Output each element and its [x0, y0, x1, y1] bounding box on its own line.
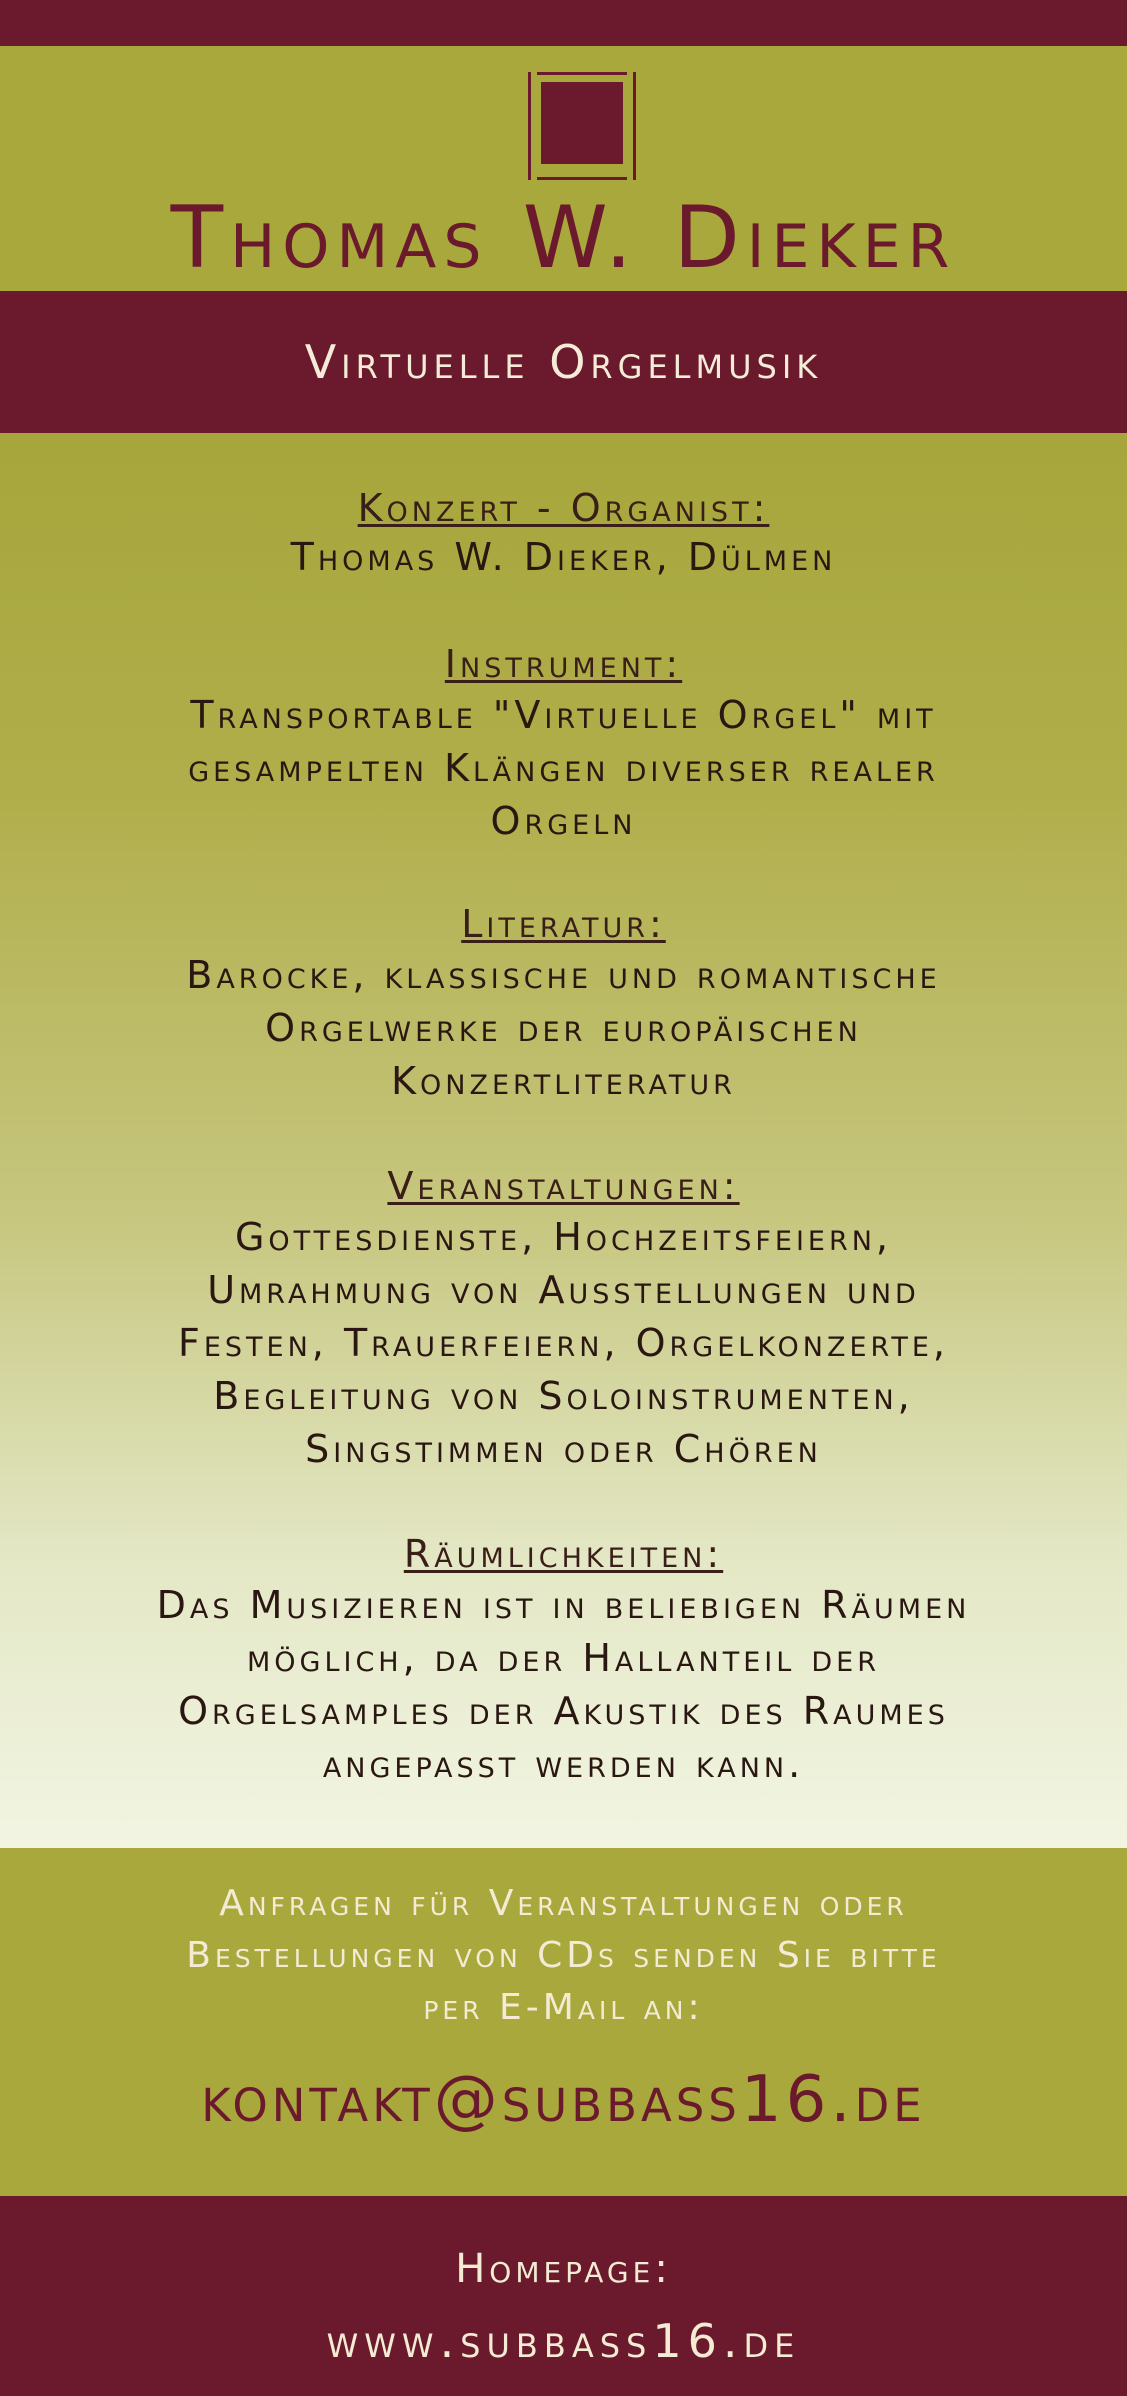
section-body-literatur — [40, 949, 1087, 1108]
logo-square-fill — [541, 82, 623, 164]
contact-band — [0, 1848, 1127, 2196]
body-line: gesampelten Klängen diverser realer — [188, 746, 939, 790]
top-strip — [0, 0, 1127, 46]
section-body-veranstaltungen — [40, 1211, 1087, 1476]
footer — [0, 2196, 1127, 2396]
homepage-label: Homepage: — [455, 2246, 672, 2292]
section-heading-raeumlichkeiten: Räumlichkeiten: — [403, 1532, 724, 1576]
body-line: Gottesdienste, Hochzeitsfeiern, — [234, 1215, 893, 1259]
header — [0, 46, 1127, 291]
email-address[interactable]: kontakt@subbass16.de — [201, 2063, 926, 2137]
section-heading-literatur: Literatur: — [461, 902, 666, 946]
body-line: Umrahmung von Ausstellungen und — [207, 1268, 920, 1312]
body-line: Singstimmen oder Chören — [305, 1427, 822, 1471]
contact-line: Bestellungen von CDs senden Sie bitte — [186, 1935, 941, 1976]
page-title: Thomas W. Dieker — [170, 188, 957, 288]
subtitle: Virtuelle Orgelmusik — [304, 335, 823, 389]
contact-line: Anfragen für Veranstaltungen oder — [219, 1883, 908, 1924]
logo-square-icon — [528, 72, 636, 180]
contact-line: per E-Mail an: — [423, 1987, 704, 2028]
body-line: Transportable "Virtuelle Orgel" mit — [190, 693, 937, 737]
body-line: Orgeln — [490, 799, 637, 843]
contact-text — [40, 1878, 1087, 2034]
section-body-organist — [40, 531, 1087, 584]
body-line: Barocke, klassische und romantische — [186, 953, 941, 997]
body-line: Festen, Trauerfeiern, Orgelkonzerte, — [178, 1321, 949, 1365]
body-line: Das Musizieren ist in beliebigen Räumen — [156, 1583, 971, 1627]
section-heading-instrument: Instrument: — [444, 642, 683, 686]
content-area — [0, 433, 1127, 1848]
body-line: angepasst werden kann. — [322, 1742, 805, 1786]
section-body-raeumlichkeiten — [40, 1579, 1087, 1791]
homepage-url[interactable]: www.subbass16.de — [326, 2314, 801, 2368]
body-line: Orgelsamples der Akustik des Raumes — [178, 1689, 949, 1733]
section-heading-organist: Konzert - Organist: — [357, 486, 770, 530]
subtitle-band — [0, 291, 1127, 433]
body-line: Konzertliteratur — [391, 1059, 736, 1103]
body-line: Orgelwerke der europäischen — [265, 1006, 862, 1050]
body-line: Begleitung von Soloinstrumenten, — [213, 1374, 914, 1418]
body-line: Thomas W. Dieker, Dülmen — [290, 535, 837, 579]
section-body-instrument — [40, 689, 1087, 848]
section-heading-veranstaltungen: Veranstaltungen: — [387, 1164, 740, 1208]
body-line: möglich, da der Hallanteil der — [246, 1636, 880, 1680]
